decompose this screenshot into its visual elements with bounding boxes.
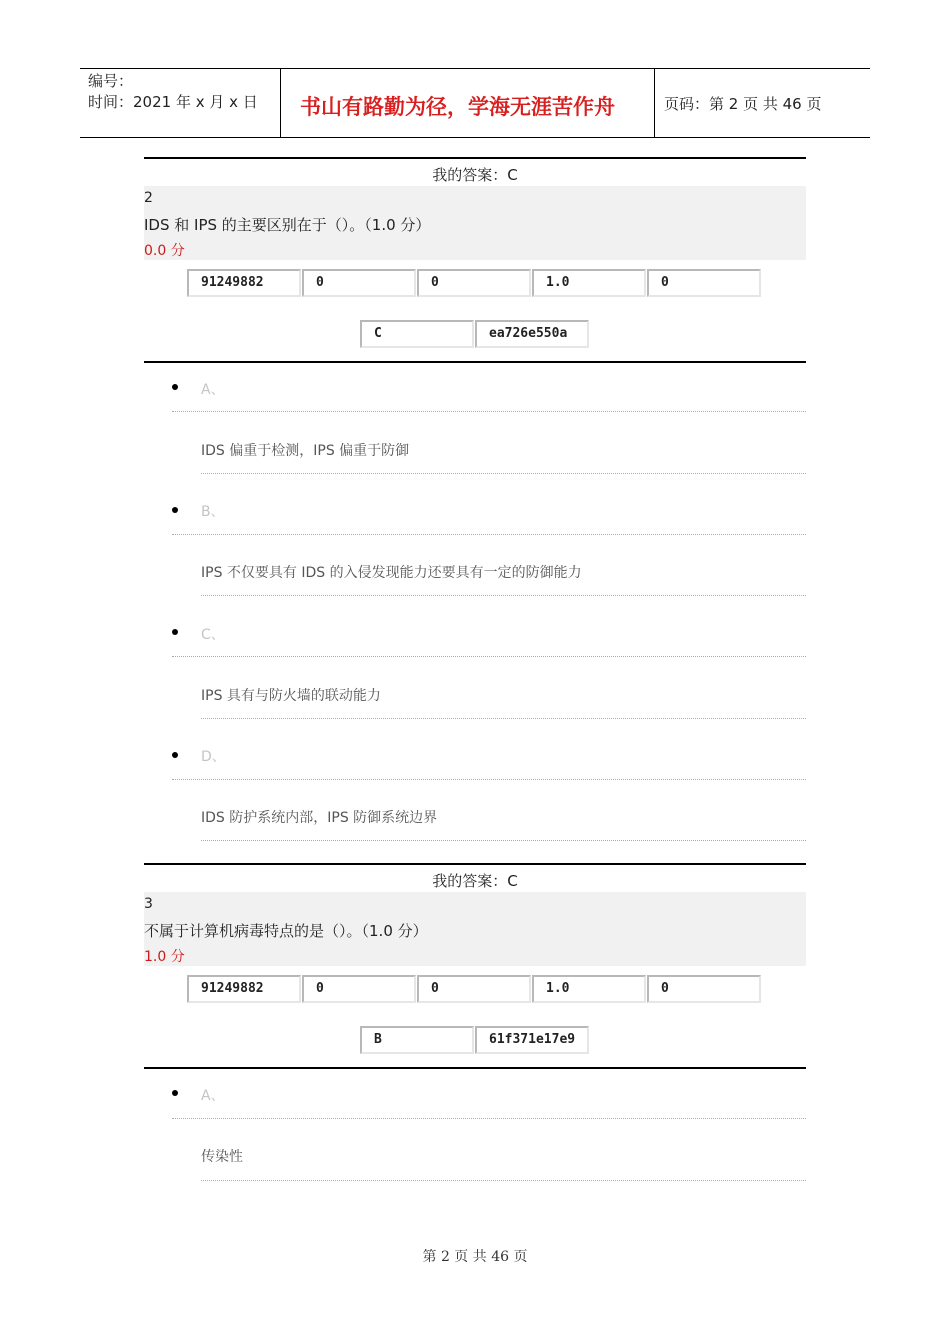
dotted-divider xyxy=(201,1180,806,1181)
section-rule xyxy=(144,863,806,865)
bullet-icon xyxy=(172,384,178,390)
dotted-divider xyxy=(201,840,806,841)
field-cell[interactable]: ea726e550a xyxy=(475,320,589,348)
page-footer: 第 2 页 共 46 页 xyxy=(422,1249,528,1265)
field-cell[interactable]: 1.0 xyxy=(532,269,646,297)
dotted-divider xyxy=(172,1118,806,1119)
field-cell[interactable]: 0 xyxy=(647,975,761,1003)
bullet-icon xyxy=(172,629,178,635)
date-label: 时间：2021 年 x 月 x 日 xyxy=(88,93,258,111)
field-cell[interactable]: 91249882 xyxy=(187,975,301,1003)
question-number: 2 xyxy=(144,190,153,206)
option-label: D、 xyxy=(201,749,226,765)
header-meta xyxy=(88,71,258,113)
option-label: C、 xyxy=(201,627,225,643)
option-text[interactable]: IPS 不仅要具有 IDS 的入侵发现能力还要具有一定的防御能力 xyxy=(201,565,582,581)
field-cell[interactable]: 61f371e17e9 xyxy=(475,1026,589,1054)
question-text: IDS 和 IPS 的主要区别在于（）。（1.0 分） xyxy=(144,216,431,234)
dotted-divider xyxy=(201,595,806,596)
option-text[interactable]: IDS 偏重于检测，IPS 偏重于防御 xyxy=(201,443,410,459)
code-label: 编号： xyxy=(88,72,134,90)
dotted-divider xyxy=(172,779,806,780)
bullet-icon xyxy=(172,507,178,513)
dotted-divider xyxy=(201,473,806,474)
bullet-icon xyxy=(172,752,178,758)
field-cell[interactable]: 0 xyxy=(417,975,531,1003)
hidden-fields-row xyxy=(187,269,762,297)
field-cell[interactable]: C xyxy=(360,320,474,348)
dotted-divider xyxy=(172,411,806,412)
question-block xyxy=(144,186,806,260)
question-score: 1.0 分 xyxy=(144,949,185,965)
field-cell[interactable]: B xyxy=(360,1026,474,1054)
section-rule xyxy=(144,1067,806,1069)
document-header xyxy=(80,68,870,138)
section-rule xyxy=(144,361,806,363)
question-block xyxy=(144,892,806,966)
bullet-icon xyxy=(172,1090,178,1096)
option-label: B、 xyxy=(201,504,225,520)
header-divider xyxy=(654,69,655,137)
my-answer: 我的答案：C xyxy=(432,166,518,184)
section-rule xyxy=(144,157,806,159)
field-cell[interactable]: 1.0 xyxy=(532,975,646,1003)
header-motto: 书山有路勤为径，学海无涯苦作舟 xyxy=(300,94,615,119)
question-text: 不属于计算机病毒特点的是（）。（1.0 分） xyxy=(144,922,428,940)
hidden-fields-row xyxy=(187,975,762,1003)
option-text[interactable]: 传染性 xyxy=(201,1149,243,1165)
field-cell[interactable]: 0 xyxy=(647,269,761,297)
question-score: 0.0 分 xyxy=(144,243,185,259)
field-cell[interactable]: 91249882 xyxy=(187,269,301,297)
answer-fields-row xyxy=(360,320,590,348)
option-text[interactable]: IDS 防护系统内部，IPS 防御系统边界 xyxy=(201,810,438,826)
header-divider xyxy=(280,69,281,137)
option-label: A、 xyxy=(201,382,225,398)
field-cell[interactable]: 0 xyxy=(302,269,416,297)
option-label: A、 xyxy=(201,1088,225,1104)
option-text[interactable]: IPS 具有与防火墙的联动能力 xyxy=(201,688,381,704)
dotted-divider xyxy=(201,718,806,719)
field-cell[interactable]: 0 xyxy=(417,269,531,297)
dotted-divider xyxy=(172,534,806,535)
page-info: 页码：第 2 页 共 46 页 xyxy=(664,95,822,113)
field-cell[interactable]: 0 xyxy=(302,975,416,1003)
dotted-divider xyxy=(172,656,806,657)
answer-fields-row xyxy=(360,1026,590,1054)
my-answer: 我的答案：C xyxy=(432,872,518,890)
question-number: 3 xyxy=(144,896,153,912)
